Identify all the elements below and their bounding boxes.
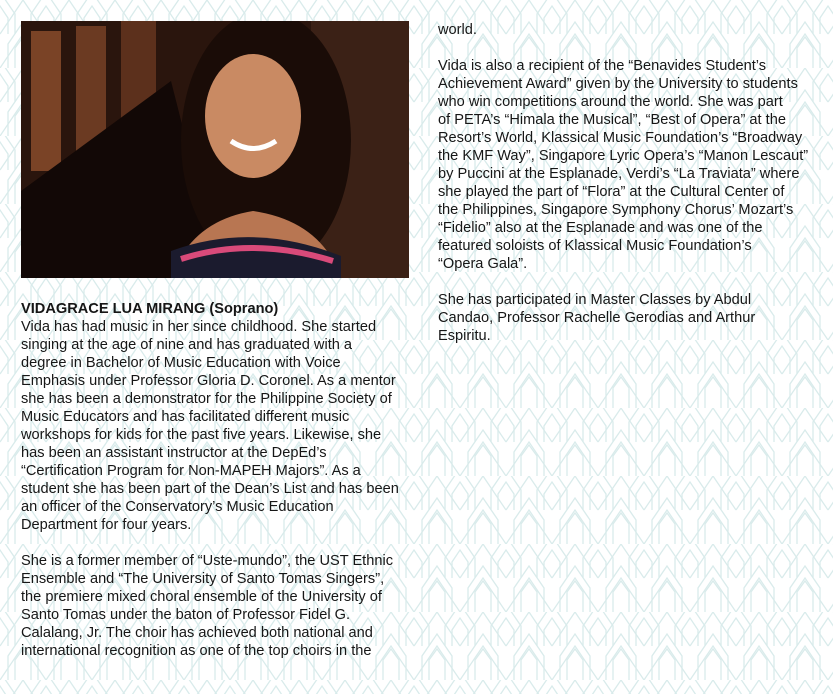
text-line: an officer of the Conservatory’s Music Education [21, 499, 334, 515]
text-line: She is a former member of “Uste-mundo”, the UST Ethnic [21, 553, 394, 569]
text-line: international recognition as one of the top choirs in the [21, 643, 372, 659]
text-line: Calalang, Jr. The choir has achieved both national and [21, 625, 373, 641]
text-line: Resort’s World, Klassical Music Foundation’s “Broadway [438, 130, 803, 146]
text-line: world. [438, 22, 477, 38]
text-line: Candao, Professor Rachelle Gerodias and Arthur [438, 310, 756, 326]
right-column [438, 21, 808, 363]
text-line: Emphasis under Professor Gloria D. Coronel. As a mentor [21, 373, 396, 389]
bio-paragraph-1 [21, 318, 399, 534]
text-line: Vida is also a recipient of the “Benavides Student’s [438, 58, 767, 74]
text-line: Vida has had music in her since childhood. She started [21, 319, 377, 335]
text-line: She has participated in Master Classes by Abdul [438, 292, 752, 308]
text-line: who win competitions around the world. She was part [438, 94, 783, 110]
text-line: singing at the age of nine and has graduated with a [21, 337, 353, 353]
text-line: “Fidelio” also at the Esplanade and was one of the [438, 220, 763, 236]
text-line: Achievement Award” given by the University to students [438, 76, 798, 92]
bio-paragraph-awards [438, 57, 808, 273]
text-line: Ensemble and “The University of Santo Tomas Singers”, [21, 571, 385, 587]
text-line: has been an assistant instructor at the DepEd’s [21, 445, 327, 461]
text-line: Santo Tomas under the baton of Professor Fidel G. [21, 607, 351, 623]
text-line: the premiere mixed choral ensemble of the University of [21, 589, 382, 605]
text-line: the KMF Way”, Singapore Lyric Opera’s “Manon Lescaut” [438, 148, 809, 164]
text-line: Department for four years. [21, 517, 192, 533]
text-line: workshops for kids for the past five years. Likewise, she [21, 427, 382, 443]
text-line: “Certification Program for Non-MAPEH Majors”. As a [21, 463, 361, 479]
text-line: student she has been part of the Dean’s List and has been [21, 481, 399, 497]
text-line: she has been a demonstrator for the Philippine Society of [21, 391, 392, 407]
portrait-illustration [21, 21, 409, 278]
singer-name-heading: VIDAGRACE LUA MIRANG (Soprano) [21, 301, 279, 317]
text-line: by Puccini at the Esplanade, Verdi’s “La Traviata” where [438, 166, 800, 182]
text-line: she played the part of “Flora” at the Cultural Center of [438, 184, 785, 200]
text-line: Music Educators and has facilitated different music [21, 409, 350, 425]
text-line: degree in Bachelor of Music Education with Voice [21, 355, 341, 371]
left-column [21, 300, 399, 678]
singer-photo [21, 21, 409, 278]
text-line: of PETA’s “Himala the Musical”, “Best of Opera” at the [438, 112, 786, 128]
text-line: “Opera Gala”. [438, 256, 528, 272]
bio-paragraph-2 [21, 552, 399, 660]
text-line: the Philippines, Singapore Symphony Chorus’ Mozart’s [438, 202, 794, 218]
bio-paragraph-masterclasses [438, 291, 808, 345]
text-line: Espiritu. [438, 328, 491, 344]
text-line: featured soloists of Klassical Music Foundation’s [438, 238, 752, 254]
bio-paragraph-continued [438, 21, 808, 39]
